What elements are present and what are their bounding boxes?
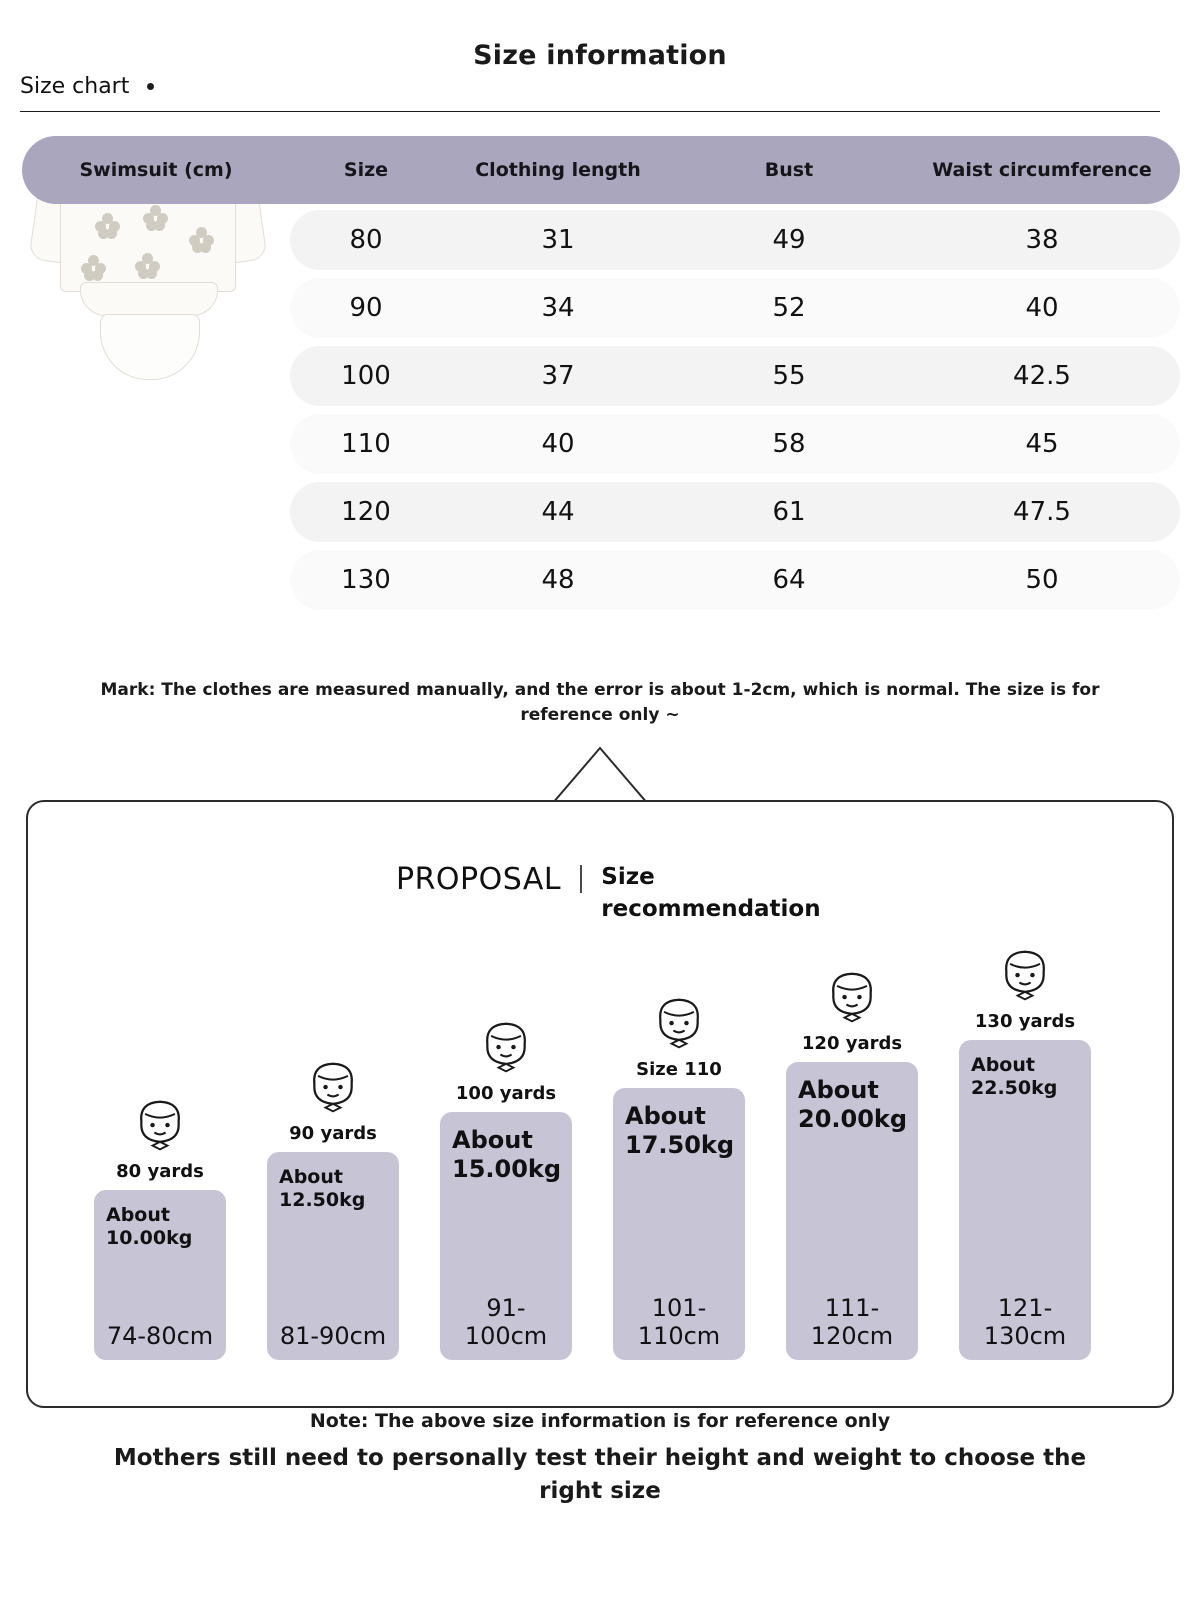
cell-waist: 50: [1025, 565, 1059, 595]
column-header-swimsuit: Swimsuit (cm): [79, 158, 233, 181]
cell-size: 100: [341, 361, 391, 391]
child-face-icon: [478, 1019, 534, 1077]
cell-length: 34: [541, 293, 575, 323]
size-table: [22, 136, 1180, 618]
table-header-row: [22, 136, 1180, 204]
cell-bust: 49: [772, 225, 806, 255]
child-face-icon: [824, 969, 880, 1027]
bar-label: 130 yards: [974, 1011, 1076, 1032]
table-row: [22, 550, 1180, 610]
cell-bust: 64: [772, 565, 806, 595]
bar-110: [613, 1088, 745, 1360]
column-header-size: Size: [343, 158, 389, 181]
cell-waist: 38: [1025, 225, 1059, 255]
recommendation-column-110: [609, 995, 749, 1360]
child-face-icon: [132, 1097, 188, 1155]
table-row: [22, 278, 1180, 338]
bar-height: 101-110cm: [637, 1294, 721, 1350]
cell-length: 40: [541, 429, 575, 459]
cell-bust: 55: [772, 361, 806, 391]
bar-120: [786, 1062, 918, 1360]
page-title: Size information: [473, 40, 727, 71]
bar-label: 90 yards: [289, 1123, 377, 1144]
recommendation-column-130: [955, 947, 1095, 1360]
bar-weight: About 22.50kg: [971, 1054, 1058, 1100]
column-header-bust: Bust: [764, 158, 814, 181]
cell-size: 110: [341, 429, 391, 459]
cell-bust: 52: [772, 293, 806, 323]
bar-weight: About 15.00kg: [452, 1126, 562, 1184]
divider: [580, 865, 582, 893]
footer-note-1: Note: The above size information is for reference only: [309, 1410, 891, 1432]
bar-weight: About 20.00kg: [798, 1076, 908, 1134]
size-recommendation-chart: [90, 940, 1130, 1360]
bar-130: [959, 1040, 1091, 1360]
cell-waist: 47.5: [1013, 497, 1071, 527]
size-chart-label: Size chart: [20, 74, 130, 99]
cell-size: 120: [341, 497, 391, 527]
bar-height: 74-80cm: [106, 1322, 214, 1350]
bullet-dot-icon: [147, 83, 154, 90]
cell-waist: 45: [1025, 429, 1059, 459]
bar-100: [440, 1112, 572, 1360]
proposal-title: PROPOSAL: [396, 862, 562, 897]
recommendation-column-80: [90, 1097, 230, 1360]
cell-waist: 40: [1025, 293, 1059, 323]
bar-weight: About 12.50kg: [279, 1166, 366, 1212]
bar-weight: About 17.50kg: [625, 1102, 735, 1160]
cell-bust: 61: [772, 497, 806, 527]
bar-80: [94, 1190, 226, 1360]
column-header-clothing-length: Clothing length: [475, 158, 641, 181]
bar-label: Size 110: [636, 1059, 722, 1080]
child-face-icon: [651, 995, 707, 1053]
child-face-icon: [997, 947, 1053, 1005]
cell-length: 31: [541, 225, 575, 255]
child-face-icon: [305, 1059, 361, 1117]
proposal-subtitle: Size recommendation: [601, 864, 821, 922]
bar-height: 81-90cm: [279, 1322, 387, 1350]
bar-label: 120 yards: [801, 1033, 903, 1054]
recommendation-column-100: [436, 1019, 576, 1360]
cell-length: 48: [541, 565, 575, 595]
measurement-note: Mark: The clothes are measured manually, and the error is about 1-2cm, which is normal. The size is for reference only ~: [100, 680, 1100, 725]
bar-90: [267, 1152, 399, 1360]
bar-weight: About 10.00kg: [106, 1204, 193, 1250]
table-body: [22, 210, 1180, 610]
recommendation-column-90: [263, 1059, 403, 1360]
cell-waist: 42.5: [1013, 361, 1071, 391]
bar-height: 91-100cm: [464, 1294, 548, 1350]
bar-label: 100 yards: [455, 1083, 557, 1104]
cell-length: 37: [541, 361, 575, 391]
table-row: [22, 210, 1180, 270]
proposal-heading: [396, 862, 1096, 925]
bar-label: 80 yards: [116, 1161, 204, 1182]
footer-note-2: Mothers still need to personally test their height and weight to choose the right size: [113, 1445, 1087, 1505]
callout-arrow: [500, 742, 700, 804]
table-row: [22, 414, 1180, 474]
cell-bust: 58: [772, 429, 806, 459]
bar-height: 111-120cm: [810, 1294, 894, 1350]
recommendation-column-120: [782, 969, 922, 1360]
cell-size: 130: [341, 565, 391, 595]
table-row: [22, 346, 1180, 406]
cell-size: 90: [349, 293, 383, 323]
size-chart-header: [20, 74, 1160, 112]
table-row: [22, 482, 1180, 542]
cell-length: 44: [541, 497, 575, 527]
column-header-waist: Waist circumference: [932, 158, 1152, 181]
bar-height: 121-130cm: [983, 1294, 1067, 1350]
cell-size: 80: [349, 225, 383, 255]
